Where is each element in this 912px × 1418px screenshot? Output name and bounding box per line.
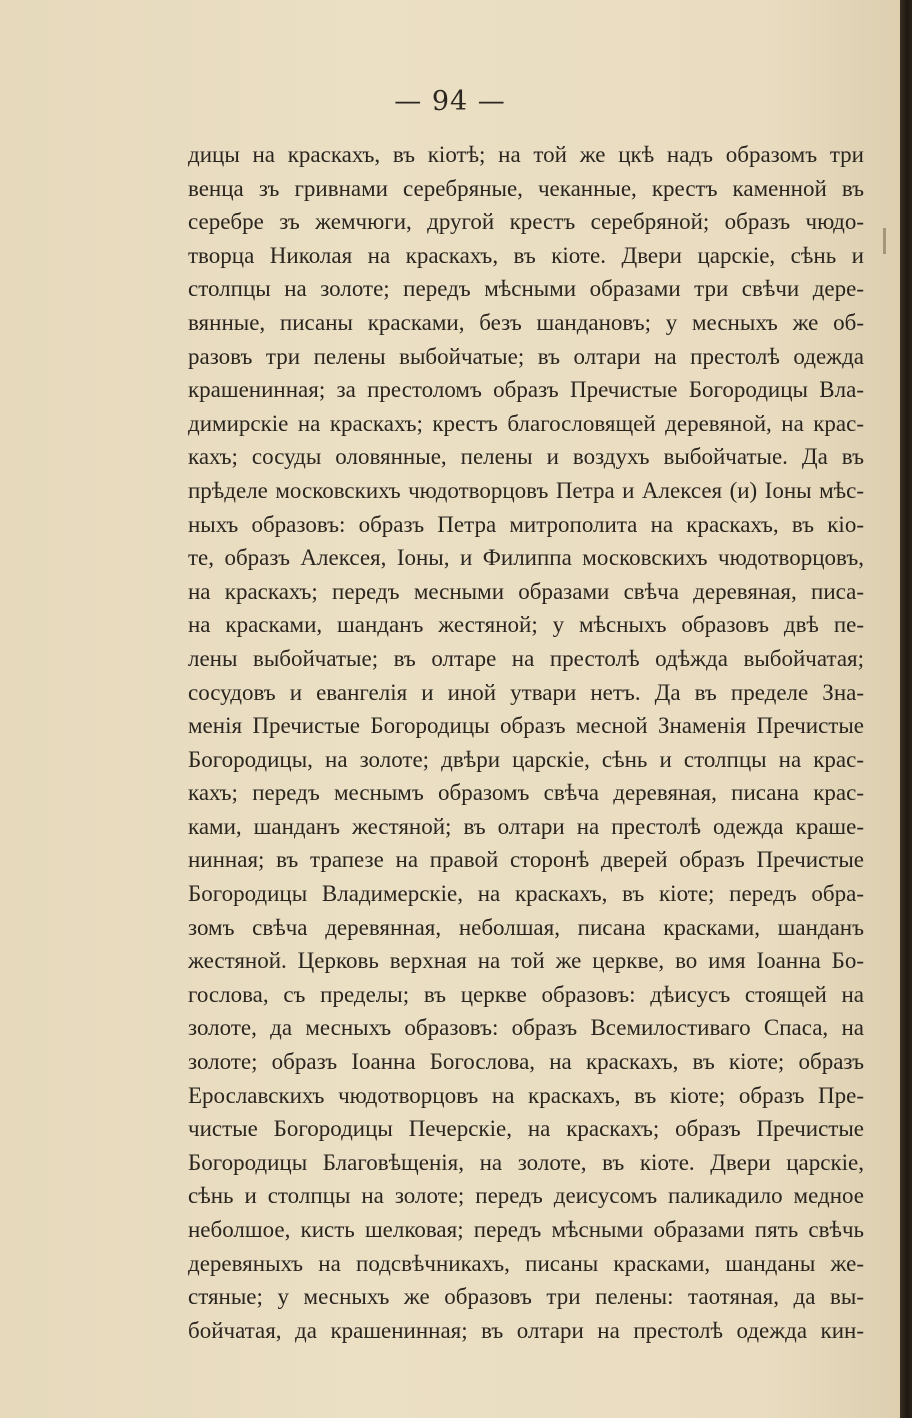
text-line: вянные, писаны красками, безъ шандановъ; у месныхъ же об-	[188, 309, 864, 335]
text-line: разовъ три пелены выбойчатые; въ олтари на престолѣ одежда	[188, 343, 864, 369]
text-line: столпцы на золоте; передъ мѣсными образами три свѣчи дере-	[188, 276, 864, 302]
text-line: неболшое, кисть шелковая; передъ мѣсными образами пять свѣчь	[188, 1217, 864, 1242]
text-line: кахъ; сосуды оловянные, пелены и воздухъ выбойчатые. Да въ	[188, 444, 864, 470]
text-line: крашенинная; за престоломъ образъ Пречистые Богородицы Вла-	[188, 377, 864, 403]
text-line: сѣнь и столпцы на золоте; передъ деисусомъ паликадило медное	[188, 1183, 864, 1209]
text-line: золоте, да месныхъ образовъ: образъ Всемилостиваго Спаса, на	[188, 1015, 864, 1041]
text-line: сосудовъ и евангелія и иной утвари нетъ. Да въ пределе Зна-	[188, 679, 864, 705]
text-line: нинная; въ трапезе на правой сторонѣ дверей образъ Пречистые	[188, 847, 864, 873]
text-line: зомъ свѣча деревянная, неболшая, писана красками, шанданъ	[188, 914, 864, 940]
text-line: серебре зъ жемчюги, другой крестъ серебряной; образъ чюдо-	[188, 209, 864, 235]
text-line: ныхъ образовъ: образъ Петра митрополита на краскахъ, въ кіо-	[188, 511, 864, 537]
text-line: венца зъ гривнами серебряные, чеканные, крестъ каменной въ	[188, 175, 864, 201]
page-mark	[883, 228, 886, 254]
book-binding-edge	[900, 0, 912, 1418]
text-line: кахъ; передъ меснымъ образомъ свѣча деревяная, писана крас-	[188, 780, 864, 806]
text-line: дицы на краскахъ, въ кіотѣ; на той же цкѣ надъ образомъ три	[188, 142, 864, 167]
text-line: менія Пречистые Богородицы образъ месной Знаменія Пречистые	[188, 713, 864, 739]
text-line: золоте; образъ Іоанна Богослова, на краскахъ, въ кіоте; образъ	[188, 1049, 864, 1075]
text-line: деревяныхъ на подсвѣчникахъ, писаны красками, шанданы же-	[188, 1250, 864, 1276]
text-line: на красками, шанданъ жестяной; у мѣсныхъ образовъ двѣ пе-	[188, 612, 864, 638]
text-line: лены выбойчатые; въ олтаре на престолѣ одѣжда выбойчатая;	[188, 645, 864, 671]
text-line: гослова, съ пределы; въ церкве образовъ: дѣисусъ стоящей на	[188, 981, 864, 1007]
text-line: димирскіе на краскахъ; крестъ благословящей деревяной, на крас-	[188, 410, 864, 436]
text-line: Богородицы Владимерскіе, на краскахъ, въ кіоте; передъ обра-	[188, 881, 864, 907]
text-line: на краскахъ; передъ месными образами свѣча деревяная, писа-	[188, 578, 864, 604]
text-line: бойчатая, да крашенинная; въ олтари на престолѣ одежда кин-	[188, 1317, 864, 1343]
text-line: ками, шанданъ жестяной; въ олтари на престолѣ одежда краше-	[188, 813, 864, 839]
text-line: те, образъ Алексея, Іоны, и Филиппа московскихъ чюдотворцовъ,	[188, 545, 864, 571]
body-text	[188, 138, 864, 1347]
page-number: — 94 —	[394, 86, 506, 117]
text-line: творца Николая на краскахъ, въ кіоте. Двери царскіе, сѣнь и	[188, 242, 864, 268]
text-line: Богородицы, на золоте; двѣри царскіе, сѣнь и столпцы на крас-	[188, 746, 864, 772]
text-line: прѣделе московскихъ чюдотворцовъ Петра и Алексея (и) Іоны мѣс-	[188, 477, 864, 503]
text-line: Ерославскихъ чюдотворцовъ на краскахъ, въ кіоте; образъ Пре-	[188, 1082, 864, 1108]
text-line: Богородицы Благовѣщенія, на золоте, въ кіоте. Двери царскіе,	[188, 1149, 864, 1175]
text-line: стяные; у месныхъ же образовъ три пелены: таотяная, да вы-	[188, 1284, 864, 1310]
text-line: жестяной. Церковь верхная на той же церкве, во имя Іоанна Бо-	[188, 948, 864, 974]
text-line: чистые Богородицы Печерскіе, на краскахъ; образъ Пречистые	[188, 1116, 864, 1142]
